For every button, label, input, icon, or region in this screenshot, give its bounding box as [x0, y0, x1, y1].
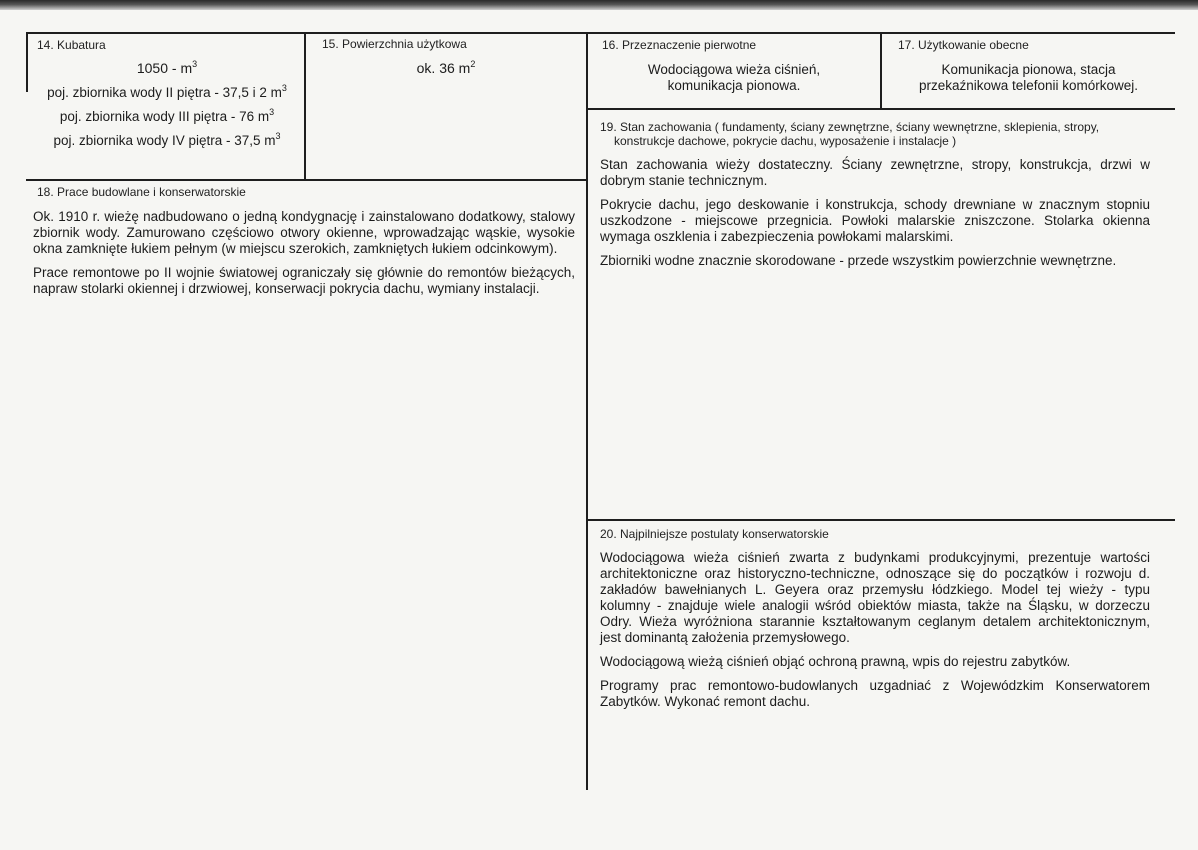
postulaty-paragraph-2: Wodociągową wieżą ciśnień objąć ochroną prawną, wpis do rejestru zabytków.	[600, 654, 1071, 669]
prace-paragraph-1: Ok. 1910 r. wieżę nadbudowano o jedną kondygnację i zainstalowano dodatkowy, stalowy zbiornik wody. Zamurowano częściowo otwory okienne, wprowadzając wąskie, wysokie okna zamknięte łukiem pełnym (w miejscu szerokich, zamkniętych łukiem odcinkowym).	[33, 209, 575, 256]
cell-stan	[588, 110, 1175, 519]
kubatura-tank-2: poj. zbiornika wody II piętra - 37,5 i 2 $m^3$	[47, 83, 287, 100]
przeznaczenie-value: Wodociągowa wieża ciśnień, komunikacja pionowa.	[647, 62, 821, 93]
prace-text	[33, 209, 575, 305]
stan-paragraph-3: Zbiorniki wodne znacznie skorodowane - przede wszystkim powierzchnie wewnętrzne.	[600, 253, 1117, 268]
uzytkowanie-value: Komunikacja pionowa, stacja przekaźnikowa telefonii komórkowej.	[918, 62, 1139, 93]
cell-przeznaczenie	[588, 34, 880, 108]
przeznaczenie-label: 16. Przeznaczenie pierwotne	[602, 38, 757, 52]
powierzchnia-value: ok. 36 $m^2$	[416, 59, 476, 76]
cell-prace	[28, 181, 586, 790]
postulaty-label: 20. Najpilniejsze postulaty konserwatorskie	[600, 527, 829, 541]
kubatura-tank-4: poj. zbiornika wody IV piętra - 37,5 $m^3$	[53, 131, 281, 148]
powierzchnia-label: 15. Powierzchnia użytkowa	[322, 37, 467, 51]
stan-label: 19. Stan zachowania ( fundamenty, ściany zewnętrzne, ściany wewnętrzne, sklepienia, stropy, konstrukcje dachowe, pokrycie dachu, wyposażenie i instalacje )	[600, 120, 1100, 148]
uzytkowanie-label: 17. Użytkowanie obecne	[898, 38, 1029, 52]
cell-powierzchnia	[306, 34, 586, 179]
prace-label: 18. Prace budowlane i konserwatorskie	[37, 185, 246, 199]
stan-paragraph-2: Pokrycie dachu, jego deskowanie i konstrukcja, schody drewniane w znacznym stopniu uszkodzone - miejscowe przegnicia. Powłoki malarskie zniszczone. Stolarka okienna wymaga oszklenia i zabezpieczenia powłokami malarskimi.	[600, 197, 1150, 244]
prace-paragraph-2: Prace remontowe po II wojnie światowej ograniczały się głównie do remontów bieżących, napraw stolarki okiennej i drzwiowej, konserwacji pokrycia dachu, wymiany instalacji.	[33, 265, 575, 296]
cell-postulaty	[588, 521, 1175, 790]
kubatura-tank-3: poj. zbiornika wody III piętra - 76 $m^3$	[59, 107, 275, 124]
postulaty-paragraph-3: Programy prac remontowo-budowlanych uzgadniać z Wojewódzkim Konserwatorem Zabytków. Wykonać remont dachu.	[600, 678, 1150, 709]
kubatura-total: $1050 - m^3$	[136, 59, 198, 76]
kubatura-label: 14. Kubatura	[37, 38, 106, 52]
stan-text	[600, 157, 1150, 277]
postulaty-text	[600, 550, 1150, 718]
stan-paragraph-1: Stan zachowania wieży dostateczny. Ściany zewnętrzne, stropy, konstrukcja, drzwi w dobrym stanie technicznym.	[600, 157, 1150, 188]
postulaty-paragraph-1: Wodociągowa wieża ciśnień zwarta z budynkami produkcyjnymi, prezentuje wartości architektoniczne oraz historyczno-techniczne, odnoszące się do początków i rozwoju d. zakładów bawełnianych L. Geyera oraz przemysłu łódzkiego. Model tej wieży - typu kolumny - znajduje wiele analogii wśród obiektów miasta, także na Śląsku, w dorzeczu Odry. Wieża wyróżniona starannie kształtowanym ceglanym detalem architektonicznym, jest dominantą założenia przemysłowego.	[600, 550, 1150, 645]
cell-kubatura	[28, 34, 304, 179]
cell-uzytkowanie	[882, 34, 1175, 108]
